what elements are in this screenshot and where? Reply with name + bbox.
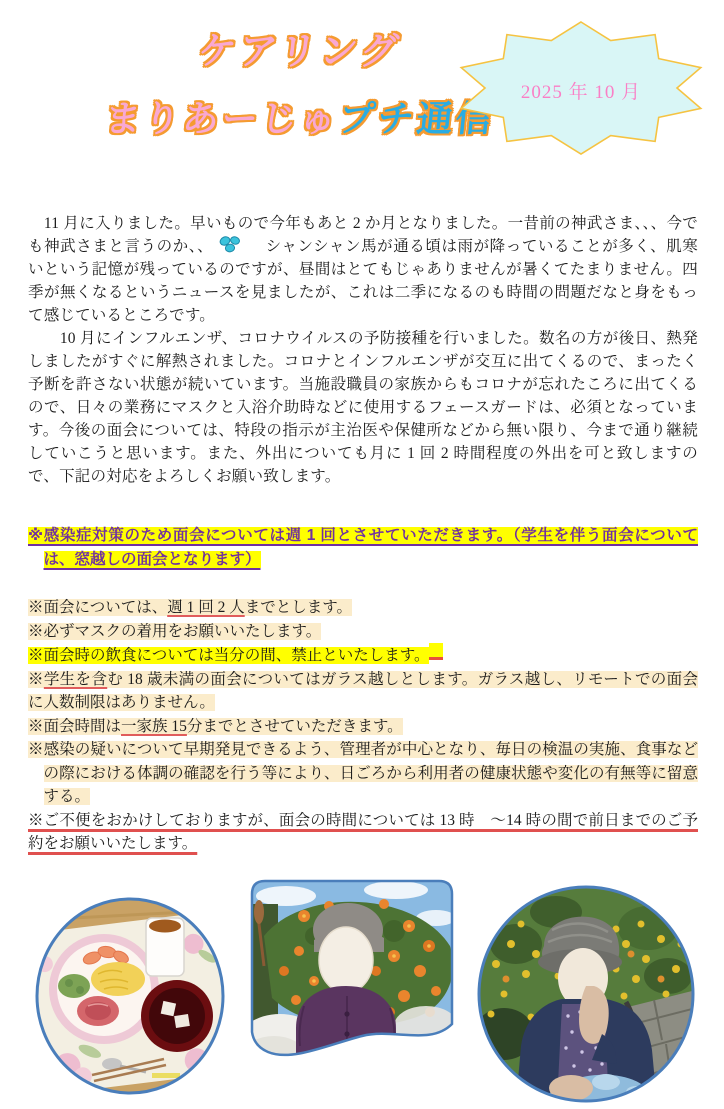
badge-date-text: 2025 年 10 月 [520,81,642,103]
rule-4-suffix: む 18 歳未満の面会についてはガラス越しとします。ガラス越し、リモートでの面会に人数制限はありません。 [28,670,698,711]
rule-item-2 [28,620,698,644]
rule-7-text: ※ご不便をおかけしておりますが、面会の時間については 13 時 ～14 時の間で前日までのご予約をお願いいたします。 [28,811,698,852]
visit-policy-headline [28,524,698,572]
title-line-2-blue: プチ通信 [336,98,497,139]
rule-1-suffix: までとします。 [244,599,352,616]
rule-5-prefix: ※面会時間は [28,717,122,735]
paragraph-1-text-a: 11 月に入りました。早いもので今年もあと 2 か月となりました。一昔前の神武さま、、、今でも神武さまと言うのか、、 [28,215,698,255]
title-line-1: ケアリング [195,31,404,73]
droplets-icon [219,236,243,253]
paragraph-1-text-b: シャンシャン馬が通る頃は雨が降っていることが多く、肌寒いという記憶が残っているのですが、昼間はとてもじゃありませんが暑くてたまりません。四季が無くなるというニュースを見ましたが、これは二季になるのも時間の問題だなと身をもって感じているところです。 [28,238,698,324]
title-line-2-pink: まりあーじゅ [102,98,341,139]
rule-item-5 [28,715,698,739]
camera-date-stamp [152,1073,180,1078]
visit-rules-list [28,596,698,856]
rule-3-text: ※面会時の飲食については当分の間、禁止といたします。 [28,647,430,664]
content [0,212,724,1106]
rule-1-underlined: 週 1 回 2 人 [167,599,245,616]
rule-5-suffix: 分までとさせていただきます。 [186,717,403,735]
paragraph-2: 10 月にインフルエンザ、コロナウイルスの予防接種を行いました。数名の方が後日、熱発しましたがすぐに解熱されました。コロナとインフルエンザが交互に出てくるので、まったく予断を許さない状態が続いています。当施設職員の家族からもコロナが忘れたころに出てくるので、日々の業務にマスクと入浴介助時などに使用するフェースガードは、必須となっています。今後の面会については、特段の指示が主治医や保健所などから無い限り、今まで通り継続していこうと思います。また、外出についても月に 1 回 2 時間程度の外出を可と致しますので、下記の対応をよろしくお願い致します。 [28,330,698,485]
rule-1-prefix: ※面会については、 [28,599,168,616]
photo-resident-cosmos [244,876,460,1077]
intro-paragraphs [28,212,698,488]
photo-resident-hat [476,884,696,1109]
visit-policy-headline-text: ※感染症対策のため面会については週 1 回とさせていただきます。（学生を伴う面会については、窓越しの面会となります） [28,527,698,568]
rule-2-text: ※必ずマスクの着用をお願いいたします。 [28,622,322,640]
photo-lunch-tray [34,896,226,1101]
masthead [0,0,724,160]
resident-cosmos-image [244,876,460,1072]
paragraph-1 [28,212,698,327]
rule-item-1 [28,596,698,620]
rule-3-red-trail-mark [429,643,443,660]
lunch-tray-image [34,896,226,1096]
rule-4-underlined: 学生を含 [43,670,108,688]
rule-6-text: ※感染の疑いについて早期発見できるよう、管理者が中心となり、毎日の検温の実施、食事などの際における体調の確認を行う等により、日ごろから利用者の健康状態や変化の有無等に留意する。 [28,741,698,805]
date-badge [452,20,710,160]
rule-5-underlined: 一家族 15 [121,717,187,735]
resident-hat-image [476,884,696,1104]
raised-hand [579,986,609,1044]
rule-item-3 [28,643,698,668]
greens [58,974,90,998]
blurred-face [319,927,373,993]
rule-4-prefix: ※ [28,670,44,688]
rule-item-6 [28,738,698,809]
photo-strip [28,876,698,1106]
rule-item-7 [28,809,698,856]
rule-item-4 [28,668,698,715]
